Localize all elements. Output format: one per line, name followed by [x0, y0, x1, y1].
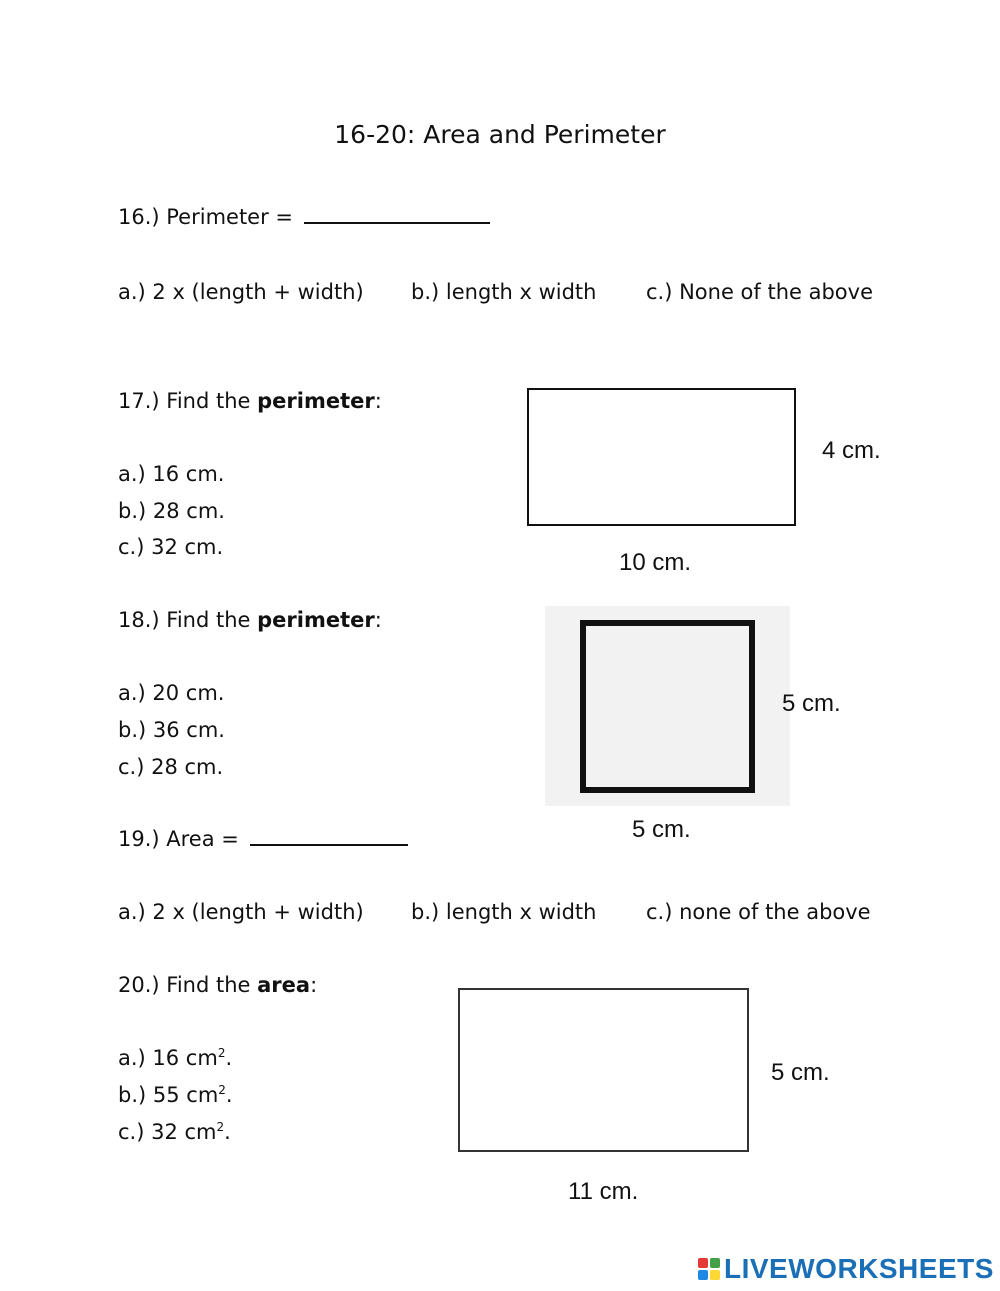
question-17-prompt: 17.) Find the perimeter: [118, 389, 382, 413]
q20-option-a[interactable]: a.) 16 $cm^2$. [118, 1046, 233, 1070]
q18-side-label: 5 cm. [782, 690, 841, 717]
liveworksheets-logo [698, 1253, 994, 1285]
q18-option-c[interactable]: c.) 28 cm. [118, 755, 224, 779]
q19-option-a[interactable]: a.) 2 x (length + width) [118, 900, 364, 924]
q18-bottom-label: 5 cm. [632, 816, 691, 843]
q20-side-label: 5 cm. [771, 1059, 830, 1086]
question-16-prompt: 16.) Perimeter = [118, 205, 294, 229]
q16-option-a[interactable]: a.) 2 x (length + width) [118, 280, 364, 304]
q18-square [580, 620, 755, 793]
q16-option-b[interactable]: b.) length x width [411, 280, 597, 304]
q18-option-a[interactable]: a.) 20 cm. [118, 681, 225, 705]
q17-bottom-label: 10 cm. [619, 549, 692, 576]
logo-blocks-icon [698, 1258, 720, 1280]
q20-option-b[interactable]: b.) 55 $cm^2$. [118, 1083, 233, 1107]
answer-blank-19[interactable] [250, 844, 408, 846]
q20-option-c[interactable]: c.) 32 $cm^2$. [118, 1120, 231, 1144]
q19-option-c[interactable]: c.) none of the above [646, 900, 871, 924]
q17-rectangle [527, 388, 796, 526]
answer-blank-16[interactable] [304, 222, 490, 224]
question-18-prompt: 18.) Find the perimeter: [118, 608, 382, 632]
q17-option-a[interactable]: a.) 16 cm. [118, 462, 225, 486]
q20-bottom-label: 11 cm. [568, 1178, 639, 1205]
question-19 [118, 827, 408, 851]
q17-option-c[interactable]: c.) 32 cm. [118, 535, 224, 559]
q18-option-b[interactable]: b.) 36 cm. [118, 718, 225, 742]
page-title: 16-20: Area and Perimeter [334, 120, 666, 149]
logo-text: LIVEWORKSHEETS [724, 1253, 994, 1284]
q20-rectangle [458, 988, 749, 1152]
q16-option-c[interactable]: c.) None of the above [646, 280, 874, 304]
q17-side-label: 4 cm. [822, 437, 881, 464]
question-16 [118, 205, 490, 229]
q19-option-b[interactable]: b.) length x width [411, 900, 597, 924]
q17-option-b[interactable]: b.) 28 cm. [118, 499, 225, 523]
question-20-prompt: 20.) Find the area: [118, 973, 318, 997]
question-19-prompt: 19.) Area = [118, 827, 239, 851]
